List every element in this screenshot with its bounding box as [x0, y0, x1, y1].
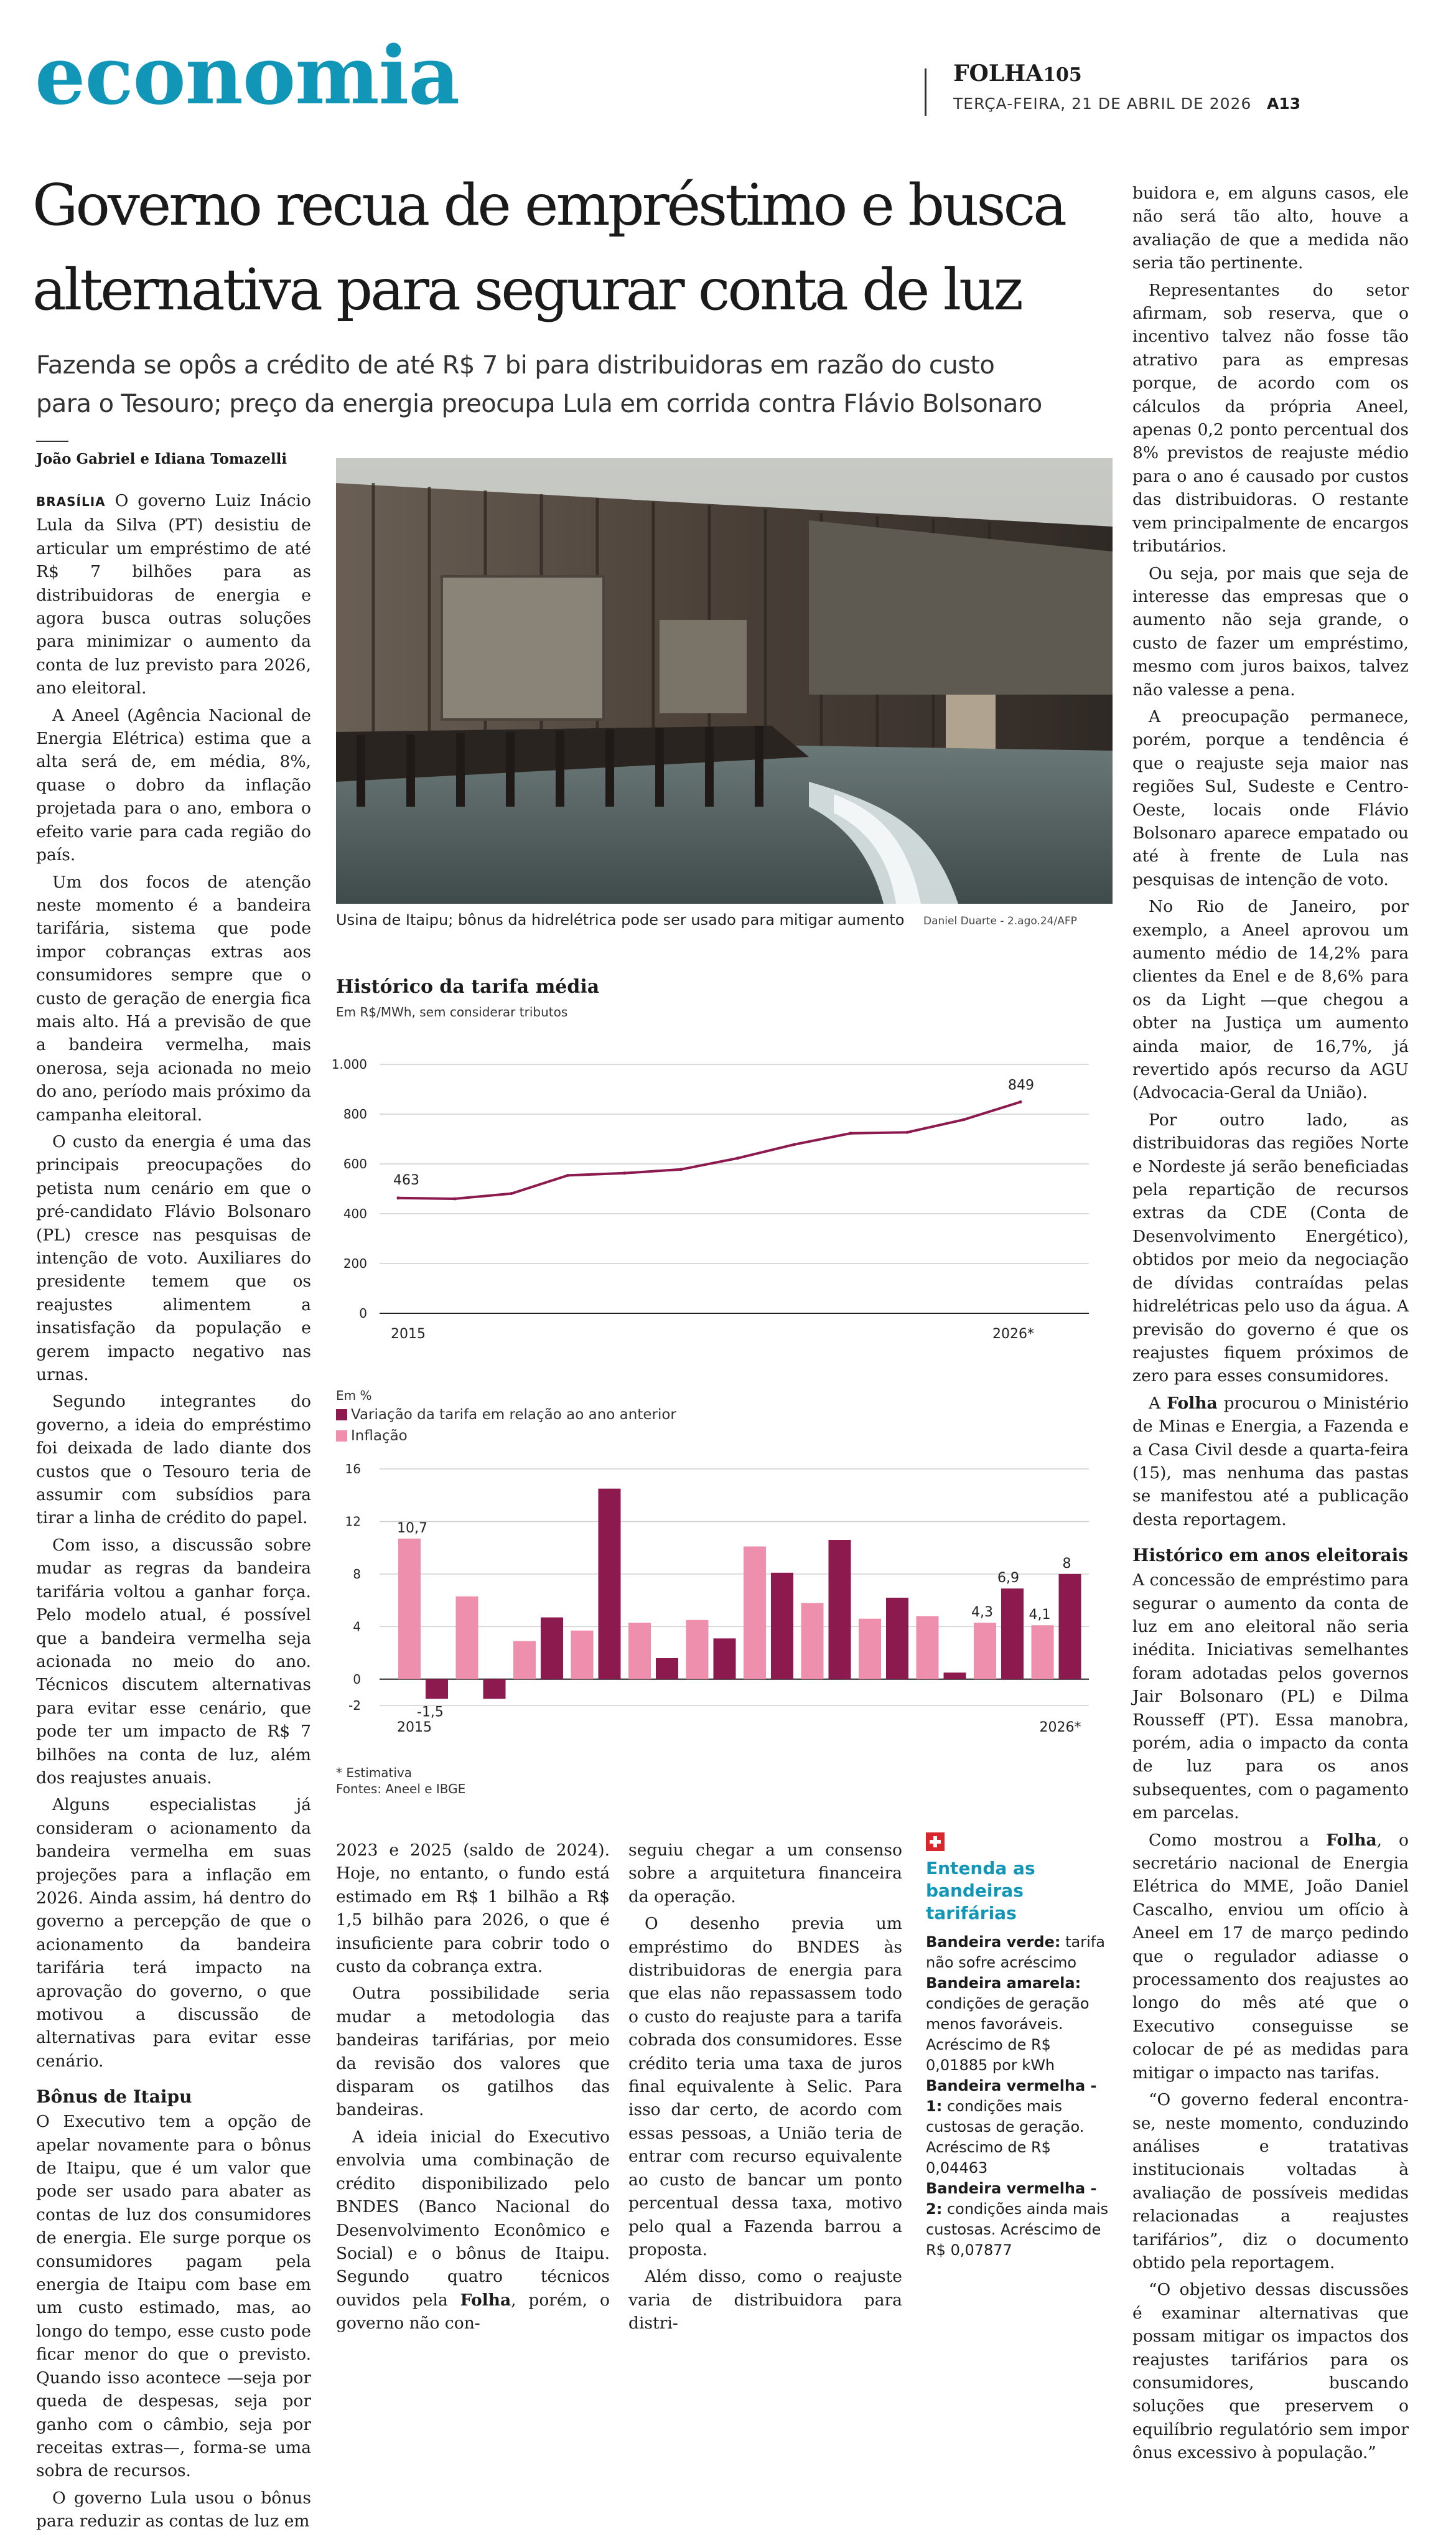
paragraph: A Folha procurou o Ministério de Minas e Energia, a Fazenda e a Casa Civil desde a quarta-feira (15), mas nenhuma das pastas se manifestou até a publicação desta reportagem.: [1132, 1393, 1409, 1529]
paragraph: Além disso, como o reajuste varia de distribuidora para distri-: [628, 2267, 902, 2333]
paragraph: Representantes do setor afirmam, sob reserva, que o incentivo talvez não fosse tão atrativo para as empresas porque, de acordo com os cálculos da própria Aneel, apenas 0,2 ponto percentual dos 8% previstos de reajuste médio para o ano é causado por custos das distribuidoras. O restante vem principalmente de encargos tributários.: [1132, 280, 1409, 556]
line-chart-title: Histórico da tarifa média: [336, 976, 600, 998]
inflation-bar: [801, 1603, 824, 1679]
paragraph: Com isso, a discussão sobre mudar as regras da bandeira tarifária voltou a ganhar força. Pelo modelo atual, é possível que a bandeira vermelha seja acionada no meio do ano. Técnicos discutem alternativas para evitar esse cenário, que pode ter um impacto de R$ 7 bilhões na conta de luz, além dos reajustes anuais.: [36, 1535, 311, 1788]
paragraph: O custo da energia é uma das principais preocupações do petista num cenário em que o pré-candidato Flávio Bolsonaro (PL) cresce nas pesquisas de intenção de voto. Auxiliares do presidente temem que os reajustes alimentem a insatisfação da população e gerem impacto negativo nas urnas.: [36, 1132, 311, 1385]
tariff-point: [736, 1156, 739, 1160]
tariff-point: [623, 1171, 626, 1175]
flag-yellow: Bandeira amarela: condições de geração menos favoráveis. Acréscimo de R$ 0,01885 por kWh: [926, 1974, 1090, 2074]
paragraph: O desenho previa um empréstimo do BNDES às distribuidoras de energia para que elas não repassassem todo o custo do reajuste para a tarifa cobrada dos consumidores. Esse crédito teria uma taxa de juros final equivalente à Selic. Para isso dar certo, de acordo com essas pessoas, a União teria de entrar com recurso equivalente ao custo de bancar um ponto percentual dessa taxa, motivo pelo qual a Fazenda barrou a proposta.: [628, 1914, 902, 2259]
subheadline: [36, 346, 1042, 423]
tariff-point: [397, 1196, 400, 1199]
paragraph: O governo Lula usou o bônus para reduzir as contas de luz em: [36, 2488, 311, 2531]
paragraph: Por outro lado, as distribuidoras das regiões Norte e Nordeste já serão beneficiadas pela repartição de recursos extras da CDE (Conta de Desenvolvimento Energético), obtidos por meio da negociação de dívidas contraídas pelas hidrelétricas pelo uso da água. A previsão do governo é que os reajustes fiquem próximos de zero para esses consumidores.: [1132, 1110, 1409, 1386]
data-label-last: 849: [1008, 1077, 1034, 1094]
newspaper-brand: [953, 61, 1082, 88]
flag-green: Bandeira verde: tarifa não sofre acréscimo: [926, 1933, 1105, 1971]
y-tick-label: 0: [353, 1671, 361, 1687]
page-number: A13: [1267, 95, 1301, 113]
x-tick-label: 2015: [391, 1326, 426, 1342]
paragraph: seguiu chegar a um consenso sobre a arquitetura financeira da operação.: [628, 1841, 902, 1906]
info-box: [926, 1832, 1113, 2261]
tariff-point: [1019, 1100, 1022, 1104]
data-label: 6,9: [997, 1570, 1019, 1587]
inflation-bar: [974, 1623, 996, 1679]
tariff-point: [679, 1168, 683, 1171]
dateline: BRASÍLIA: [36, 494, 106, 509]
inflation-bar: [686, 1620, 709, 1679]
subheadline-line-1: Fazenda se opôs a crédito de até R$ 7 bi para distribuidoras em razão do custo: [36, 351, 995, 380]
variation-bar: [656, 1658, 678, 1679]
legend-swatch-inflation: [336, 1430, 347, 1442]
flag-red-1: Bandeira vermelha - 1: condições mais custosas de geração. Acréscimo de R$ 0,04463: [926, 2077, 1097, 2177]
inflation-bar: [456, 1597, 478, 1679]
issue-date: TERÇA-FEIRA, 21 DE ABRIL DE 2026: [953, 95, 1252, 113]
article-column-4: [1132, 182, 1409, 2469]
paragraph: A Aneel (Agência Nacional de Energia Elétrica) estima que a alta será de, em média, 8%, quase o dobro da inflação projetada para o ano, embora o efeito varie para cada região do país.: [36, 705, 311, 865]
paragraph: A ideia inicial do Executivo envolvia uma combinação de crédito disponibilizado pelo BNDES (Banco Nacional do Desenvolvimento Econômico e Social) e o bônus de Itaipu. Segundo quatro técnicos ouvidos pela Folha, porém, o governo não con-: [336, 2127, 610, 2333]
paragraph: Outra possibilidade seria mudar a metodologia das bandeiras tarifárias, por meio da revisão dos valores que disparam os gatilhos das bandeiras.: [336, 1984, 610, 2120]
headline-line-1: Governo recua de empréstimo e busca: [32, 172, 1065, 238]
tariff-point: [793, 1143, 796, 1146]
x-tick-label: 2015: [397, 1720, 432, 1735]
tariff-point: [906, 1131, 909, 1134]
inflation-bar: [571, 1631, 594, 1679]
paragraph: buidora e, em alguns casos, ele não será tão alto, houve a avaliação de que a medida não seria tão pertinente.: [1132, 184, 1409, 273]
header-divider: [925, 68, 926, 116]
plus-icon: [926, 1832, 945, 1851]
y-tick-label: 4: [353, 1619, 361, 1634]
inflation-bar: [859, 1619, 881, 1679]
paragraph: 2023 e 2025 (saldo de 2024). Hoje, no entanto, o fundo está estimado em R$ 1 bilhão a R$ 1,5 bilhão para 2026, o que é insuficiente para cobrir todo o custo da cobrança extra.: [336, 1841, 610, 1977]
byline-rule: [36, 441, 68, 442]
tariff-series-line: [398, 1102, 1020, 1199]
photo-credit: Daniel Duarte - 2.ago.24/AFP: [923, 915, 1077, 927]
subhead-itaipu: Bônus de Itaipu: [36, 2086, 192, 2108]
inflation-bar: [513, 1641, 536, 1679]
byline: João Gabriel e Idiana Tomazelli: [36, 451, 287, 467]
subheadline-line-2: para o Tesouro; preço da energia preocupa Lula em corrida contra Flávio Bolsonaro: [36, 390, 1042, 418]
headline: [32, 163, 1065, 332]
inflation-bar: [1032, 1625, 1054, 1679]
article-column-2: [336, 1839, 610, 2339]
paragraph: BRASÍLIA O governo Luiz Inácio Lula da Silva (PT) desistiu de articular um empréstimo de até R$ 7 bilhões para as distribuidoras de energia e agora busca outras soluções para minimizar o aumento da conta de luz previsto para 2026, ano eleitoral.: [36, 491, 311, 698]
inflation-bar: [628, 1623, 651, 1679]
variation-bar: [483, 1679, 506, 1699]
data-label: 4,3: [971, 1605, 993, 1620]
chart-source: Fontes: Aneel e IBGE: [336, 1781, 466, 1796]
brand-number: 105: [1043, 64, 1082, 86]
article-column-1: [36, 489, 311, 2537]
x-tick-label: 2026*: [1039, 1720, 1081, 1735]
y-tick-label: 16: [345, 1461, 361, 1476]
article-column-3: [628, 1839, 902, 2339]
paragraph: A concessão de empréstimo para segurar o aumento da conta de luz em ano eleitoral não seria inédita. Iniciativas semelhantes foram adotadas pelos governos Jair Bolsonaro (PL) e Dilma Rousseff (PT). Essa manobra, porém, adia o impacto da conta de luz para os anos subsequentes, com o pagamento em parcelas.: [1132, 1570, 1409, 1823]
paragraph: O Executivo tem a opção de apelar novamente para o bônus de Itaipu, que é um valor que pode ser usado para abater as contas de luz dos consumidores de energia. Ele surge porque os consumidores pagam pela energia de Itaipu com base em um custo estimado, mas, ao longo do tempo, esse custo pode ficar menor do que o previsto. Quando isso acontece —seja por queda de despesas, seja por ganho com o câmbio, seja por receitas extras—, forma-se uma sobra de recursos.: [36, 2112, 311, 2481]
paragraph: “O governo federal encontra-se, neste momento, conduzindo análises e tratativas institucionais voltadas à avaliação de possíveis medidas relacionadas a reajustes tarifários”, diz o documento obtido pela reportagem.: [1132, 2090, 1409, 2272]
paragraph: Segundo integrantes do governo, a ideia do empréstimo foi deixada de lado diante dos custos que o Tesouro teria de assumir com subsídios para tirar a linha de crédito do papel.: [36, 1392, 311, 1528]
info-box-title: Entenda as bandeiras tarifárias: [926, 1858, 1035, 1923]
inflation-bar: [744, 1547, 766, 1679]
y-tick-label: -2: [348, 1698, 361, 1713]
itaipu-photo: [336, 458, 1113, 904]
data-label-first: 463: [393, 1172, 419, 1188]
tariff-point: [849, 1132, 852, 1135]
tariff-point: [453, 1198, 456, 1201]
y-tick-label: 8: [353, 1566, 361, 1582]
y-tick-label: 12: [345, 1514, 361, 1529]
variation-bar: [771, 1573, 793, 1679]
data-label: -1,5: [417, 1704, 444, 1720]
photo-caption: Usina de Itaipu; bônus da hidrelétrica pode ser usado para mitigar aumento: [336, 911, 905, 929]
legend-item-variation: Variação da tarifa em relação ao ano anterior: [336, 1407, 676, 1423]
variation-bar: [1059, 1574, 1081, 1679]
paragraph: Ou seja, por mais que seja de interesse das empresas que o aumento não seja grande, o custo de fazer um empréstimo, mesmo com juros baixos, talvez não valesse a pena.: [1132, 563, 1409, 700]
variation-bar: [599, 1489, 621, 1679]
inflation-bar: [398, 1539, 421, 1679]
variation-bar: [1001, 1588, 1024, 1679]
tariff-point: [510, 1192, 513, 1195]
bar-chart-unit: Em %: [336, 1388, 372, 1403]
headline-line-2: alternativa para segurar conta de luz: [32, 256, 1021, 323]
bar-chart: [330, 1456, 1114, 1755]
paragraph: No Rio de Janeiro, por exemplo, a Aneel aprovou um aumento médio de 14,2% para clientes da Enel e de 8,6% para os da Light —que chegou a obter na Justiça um aumento ainda maior, de 16,7%, já revertido após recurso da AGU (Advocacia-Geral da União).: [1132, 897, 1409, 1103]
variation-bar: [829, 1540, 851, 1679]
paragraph: A preocupação permanece, porém, porque a tendência é que o reajuste seja maior nas regiões Sul, Sudeste e Centro-Oeste, locais onde Flávio Bolsonaro aparece empatado ou até à frente de Lula nas pesquisas de intenção de voto.: [1132, 706, 1409, 889]
flag-red-2: Bandeira vermelha - 2: condições ainda mais custosas. Acréscimo de R$ 0,07877: [926, 2180, 1109, 2259]
paragraph: Alguns especialistas já consideram o acionamento da bandeira vermelha em suas projeções para a inflação em 2026. Ainda assim, há dentro do governo a percepção de que o acionamento da bandeira tarifária terá impacto na aprovação do governo, o que motivou a discussão de alternativas para evitar esse cenário.: [36, 1795, 311, 2071]
y-tick-label: 200: [343, 1256, 367, 1271]
x-tick-label: 2026*: [992, 1326, 1034, 1342]
data-label: 10,7: [397, 1520, 427, 1536]
y-tick-label: 400: [343, 1206, 367, 1221]
chart-note: * Estimativa: [336, 1765, 413, 1780]
tariff-point: [566, 1174, 569, 1177]
legend-swatch-variation: [336, 1409, 347, 1420]
brand-name: FOLHA: [953, 60, 1043, 87]
variation-bar: [541, 1618, 563, 1679]
variation-bar: [426, 1679, 448, 1699]
inflation-bar: [917, 1616, 939, 1679]
paragraph: Como mostrou a Folha, o secretário nacional de Energia Elétrica do MME, João Daniel Cascalho, enviou um ofício à Aneel em 17 de março pedindo que o regulador adiasse o processamento dos reajustes ao longo do mês até que o Executivo conseguisse se colocar de pé as medidas para mitigar o impacto nas tarifas.: [1132, 1830, 1409, 2083]
subhead-historico: Histórico em anos eleitorais: [1132, 1545, 1409, 1566]
y-tick-label: 0: [359, 1306, 367, 1321]
tariff-point: [963, 1118, 966, 1121]
variation-bar: [714, 1638, 736, 1679]
data-label: 8: [1062, 1555, 1071, 1572]
paragraph: “O objetivo dessas discussões é examinar alternativas que possam mitigar os impactos dos reajustes tarifários para os consumidores, buscando soluções que preservem o equilíbrio regulatório sem impor ônus excessivo à população.”: [1132, 2280, 1409, 2463]
y-tick-label: 800: [343, 1107, 367, 1122]
variation-bar: [944, 1672, 966, 1679]
line-chart-subtitle: Em R$/MWh, sem considerar tributos: [336, 1005, 568, 1020]
paragraph: Um dos focos de atenção neste momento é a bandeira tarifária, sistema que pode impor cobranças extras aos consumidores sempre que o custo de geração de energia fica mais alto. Há a previsão de que a bandeira vermelha, mais onerosa, seja acionada no meio do ano, período mais próximo da campanha eleitoral.: [36, 872, 311, 1125]
variation-bar: [886, 1598, 908, 1679]
data-label: 4,1: [1029, 1607, 1051, 1623]
y-tick-label: 1.000: [331, 1057, 367, 1072]
y-tick-label: 600: [343, 1156, 367, 1171]
line-chart: [330, 1046, 1114, 1357]
section-title: economia: [35, 29, 460, 123]
legend-item-inflation: Inflação: [336, 1428, 408, 1444]
